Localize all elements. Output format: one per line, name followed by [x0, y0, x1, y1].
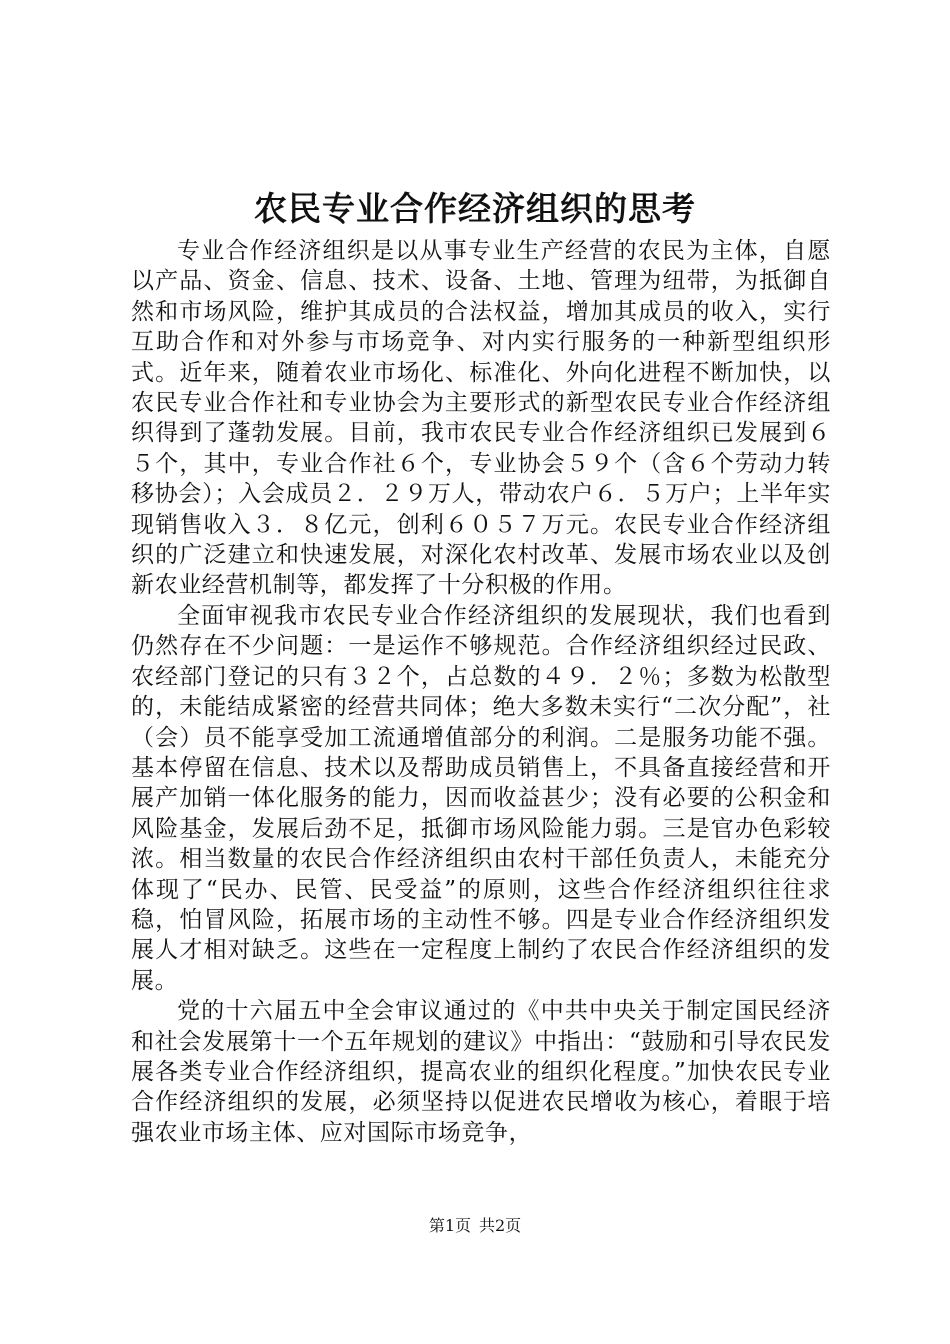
document-body — [131, 236, 831, 1148]
paragraph-3: 党的十六届五中全会审议通过的《中共中央关于制定国民经济和社会发展第十一个五年规划的建议》中指出：“鼓励和引导农民发展各类专业合作经济组织，提高农业的组织化程度。”加快农民专业合作经济组织的发展，必须坚持以促进农民增收为核心，着眼于培强农业市场主体、应对国际市场竞争， — [131, 998, 831, 1146]
document-title: 农民专业合作经济组织的思考 — [254, 189, 696, 228]
paragraph-2: 全面审视我市农民专业合作经济组织的发展现状，我们也看到仍然存在不少问题：一是运作不够规范。合作经济组织经过民政、农经部门登记的只有３２个，占总数的４９．２％；多数为松散型的，未能结成紧密的经营共同体；绝大多数未实行“二次分配”，社（会）员不能享受加工流通增值部分的利润。二是服务功能不强。基本停留在信息、技术以及帮助成员销售上，不具备直接经营和开展产加销一体化服务的能力，因而收益甚少；没有必要的公积金和风险基金，发展后劲不足，抵御市场风险能力弱。三是官办色彩较浓。相当数量的农民合作经济组织由农村干部任负责人，未能充分体现了“民办、民管、民受益”的原则，这些合作经济组织往往求稳，怕冒风险，拓展市场的主动性不够。四是专业合作经济组织发展人才相对缺乏。这些在一定程度上制约了农民合作经济组织的发展。 — [131, 602, 831, 994]
paragraph-1: 专业合作经济组织是以从事专业生产经营的农民为主体，自愿以产品、资金、信息、技术、设备、土地、管理为纽带，为抵御自然和市场风险，维护其成员的合法权益，增加其成员的收入，实行互助合作和对外参与市场竞争、对内实行服务的一种新型组织形式。近年来，随着农业市场化、标准化、外向化进程不断加快，以农民专业合作社和专业协会为主要形式的新型农民专业合作经济组织得到了蓬勃发展。目前，我市农民专业合作经济组织已发展到６５个，其中，专业合作社６个，专业协会５９个（含６个劳动力转移协会）；入会成员２．２９万人，带动农户６．５万户；上半年实现销售收入３．８亿元，创利６０５７万元。农民专业合作经济组织的广泛建立和快速发展，对深化农村改革、发展市场农业以及创新农业经营机制等，都发挥了十分积极的作用。 — [131, 238, 831, 599]
page-number-current: 第1页 — [428, 1216, 471, 1235]
page-number-total: 共2页 — [479, 1216, 522, 1235]
page-footer — [0, 1216, 950, 1236]
